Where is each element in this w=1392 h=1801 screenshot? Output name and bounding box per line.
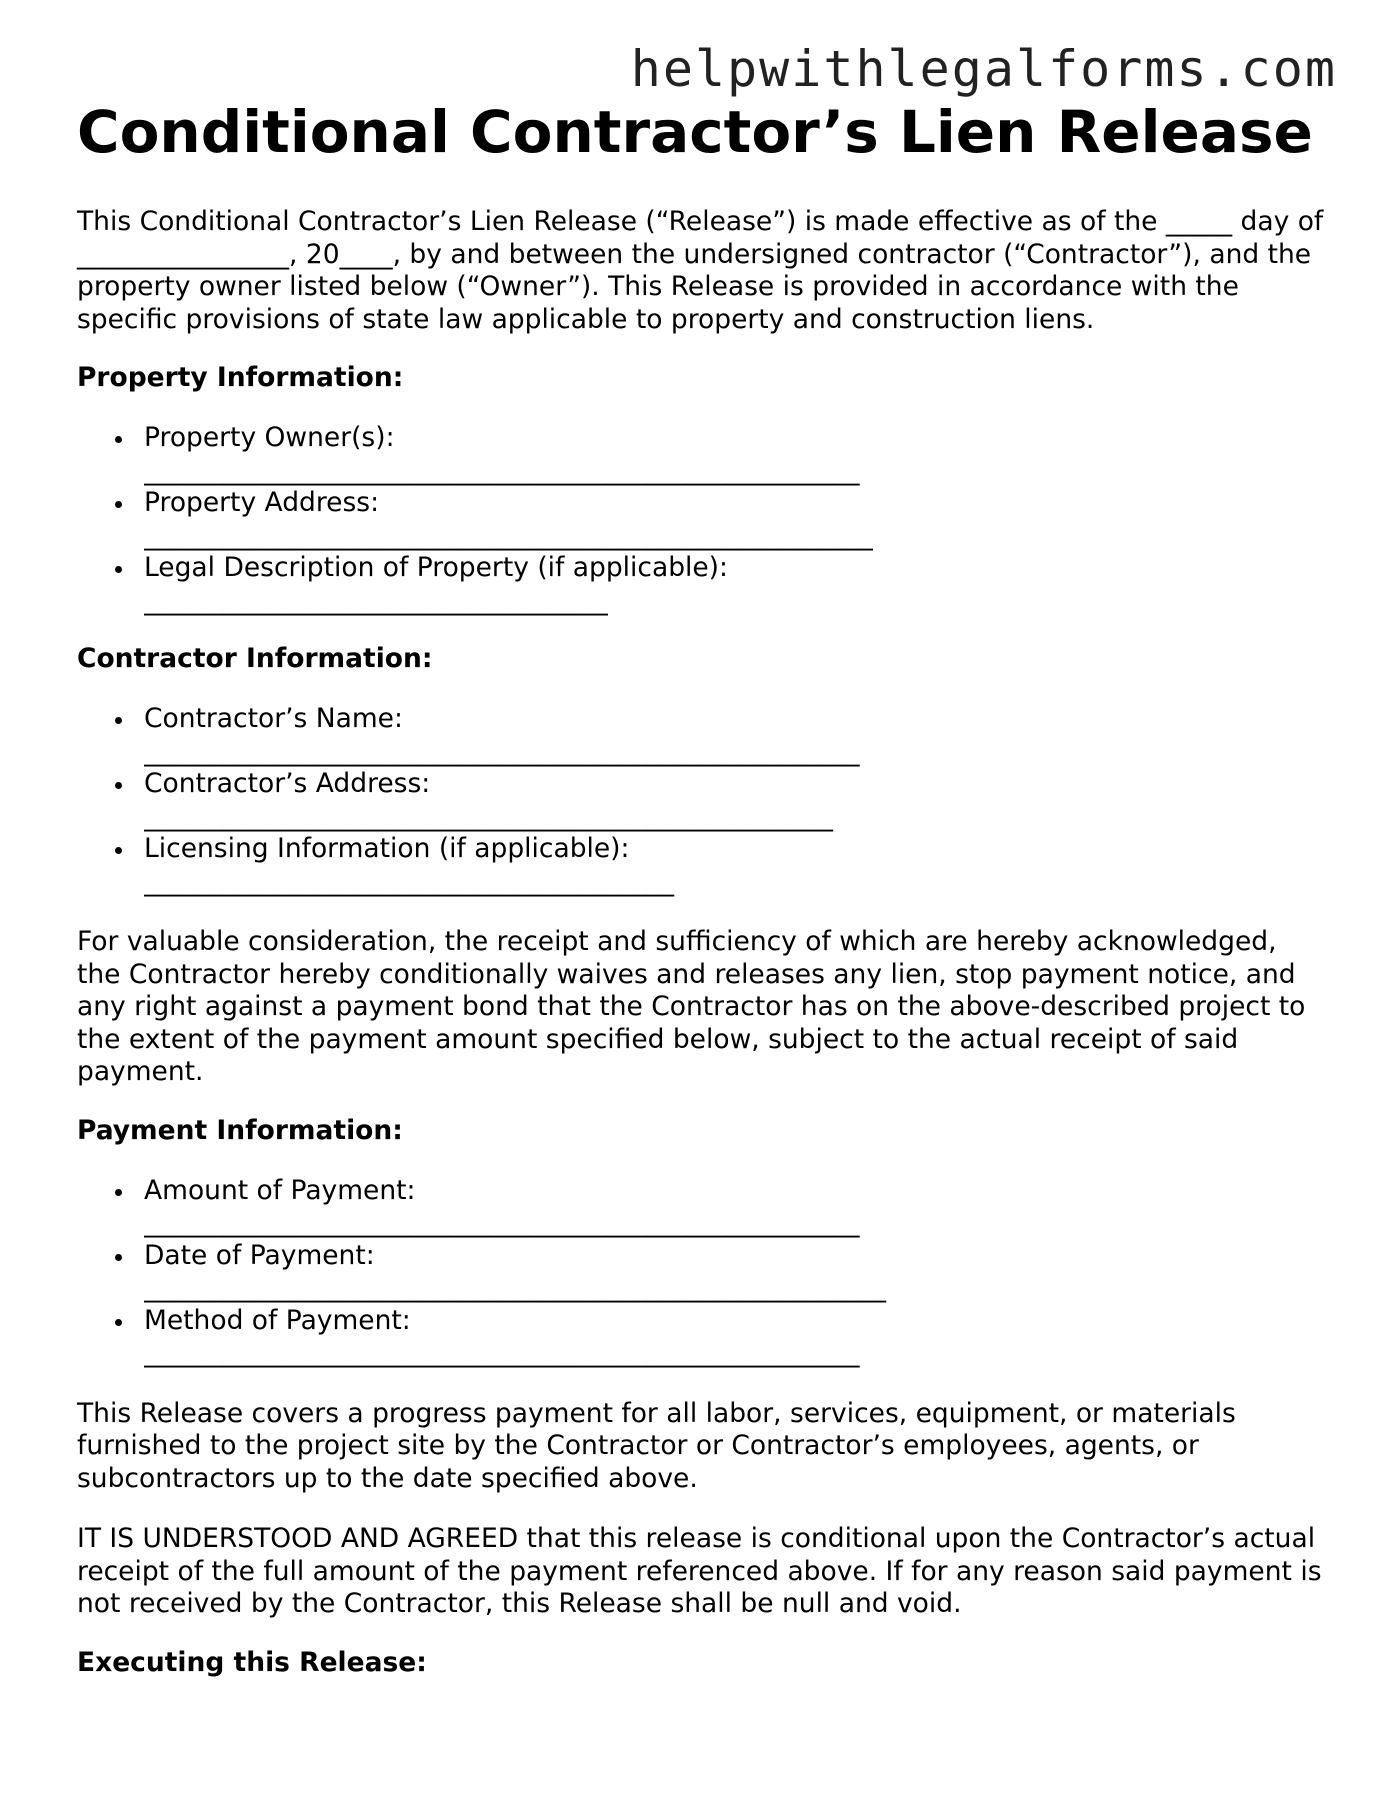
legal-description-label: Legal Description of Property (if applicable): <box>144 552 728 583</box>
coverage-paragraph: This Release covers a progress payment for all labor, services, equipment, or materials furnished to the project site by the Contractor or Contractor’s employees, agents, or subcontractors up to the date specified above. <box>77 1397 1236 1494</box>
payment-heading: Payment Information: <box>77 1114 403 1146</box>
executing-heading: Executing this Release: <box>77 1646 427 1678</box>
property-address-label: Property Address: <box>144 487 380 518</box>
payment-list <box>77 1175 1327 1370</box>
watermark: helpwithlegalforms.com <box>630 40 1337 98</box>
list-item-date-of-payment <box>77 1240 1327 1305</box>
method-of-payment-label: Method of Payment: <box>144 1304 411 1336</box>
list-item-legal-description <box>77 552 1327 617</box>
contractor-name-label: Contractor’s Name: <box>144 703 403 734</box>
list-item-contractor-address <box>77 768 1327 833</box>
contractor-address-label: Contractor’s Address: <box>144 768 431 799</box>
amount-of-payment-label: Amount of Payment: <box>144 1174 416 1206</box>
property-address-field[interactable]: _______________________________________________________ <box>144 519 873 551</box>
consideration-paragraph: For valuable consideration, the receipt and sufficiency of which are hereby acknowledged, the Contractor hereby conditionally waives and releases any lien, stop payment notice, and any right against a payment bond that the Contractor has on the above-described project to the extent of the payment amount specified below, subject to the actual receipt of said payment. <box>77 926 1306 1087</box>
document-title: Conditional Contractor’s Lien Release <box>77 98 1313 166</box>
property-heading: Property Information: <box>77 362 404 393</box>
contractor-list <box>77 703 1327 898</box>
intro-paragraph: This Conditional Contractor’s Lien Release (“Release”) is made effective as of the _____ day of ________________, 20____, by and between the undersigned contractor (“Contractor”), and the property owner listed below (“Owner”). This Release is provided in accordance with the specific provisions of state law applicable to property and construction liens. <box>77 206 1324 335</box>
licensing-information-field[interactable]: ________________________________________ <box>144 865 674 897</box>
contractor-heading: Contractor Information: <box>77 643 433 674</box>
agreement-paragraph: IT IS UNDERSTOOD AND AGREED that this release is conditional upon the Contractor’s actual receipt of the full amount of the payment referenced above. If for any reason said payment is not received by the Contractor, this Release shall be null and void. <box>77 1523 1322 1619</box>
legal-description-field[interactable]: ___________________________________ <box>144 584 608 616</box>
list-item-method-of-payment <box>77 1305 1327 1370</box>
contractor-address-field[interactable]: ____________________________________________________ <box>144 800 833 832</box>
list-item-licensing-information <box>77 833 1327 898</box>
list-item-property-owner <box>77 422 1327 487</box>
contractor-name-field[interactable]: ______________________________________________________ <box>144 735 860 767</box>
method-of-payment-field[interactable]: ______________________________________________________ <box>144 1337 860 1368</box>
list-item-contractor-name <box>77 703 1327 768</box>
licensing-information-label: Licensing Information (if applicable): <box>144 833 630 864</box>
date-of-payment-field[interactable]: ________________________________________________________ <box>144 1272 886 1303</box>
property-owner-label: Property Owner(s): <box>144 422 395 453</box>
amount-of-payment-field[interactable]: ______________________________________________________ <box>144 1207 860 1238</box>
list-item-amount-of-payment <box>77 1175 1327 1240</box>
property-owner-field[interactable]: ______________________________________________________ <box>144 454 860 486</box>
date-of-payment-label: Date of Payment: <box>144 1239 375 1271</box>
property-list <box>77 422 1327 617</box>
document-page <box>77 96 1327 1679</box>
list-item-property-address <box>77 487 1327 552</box>
